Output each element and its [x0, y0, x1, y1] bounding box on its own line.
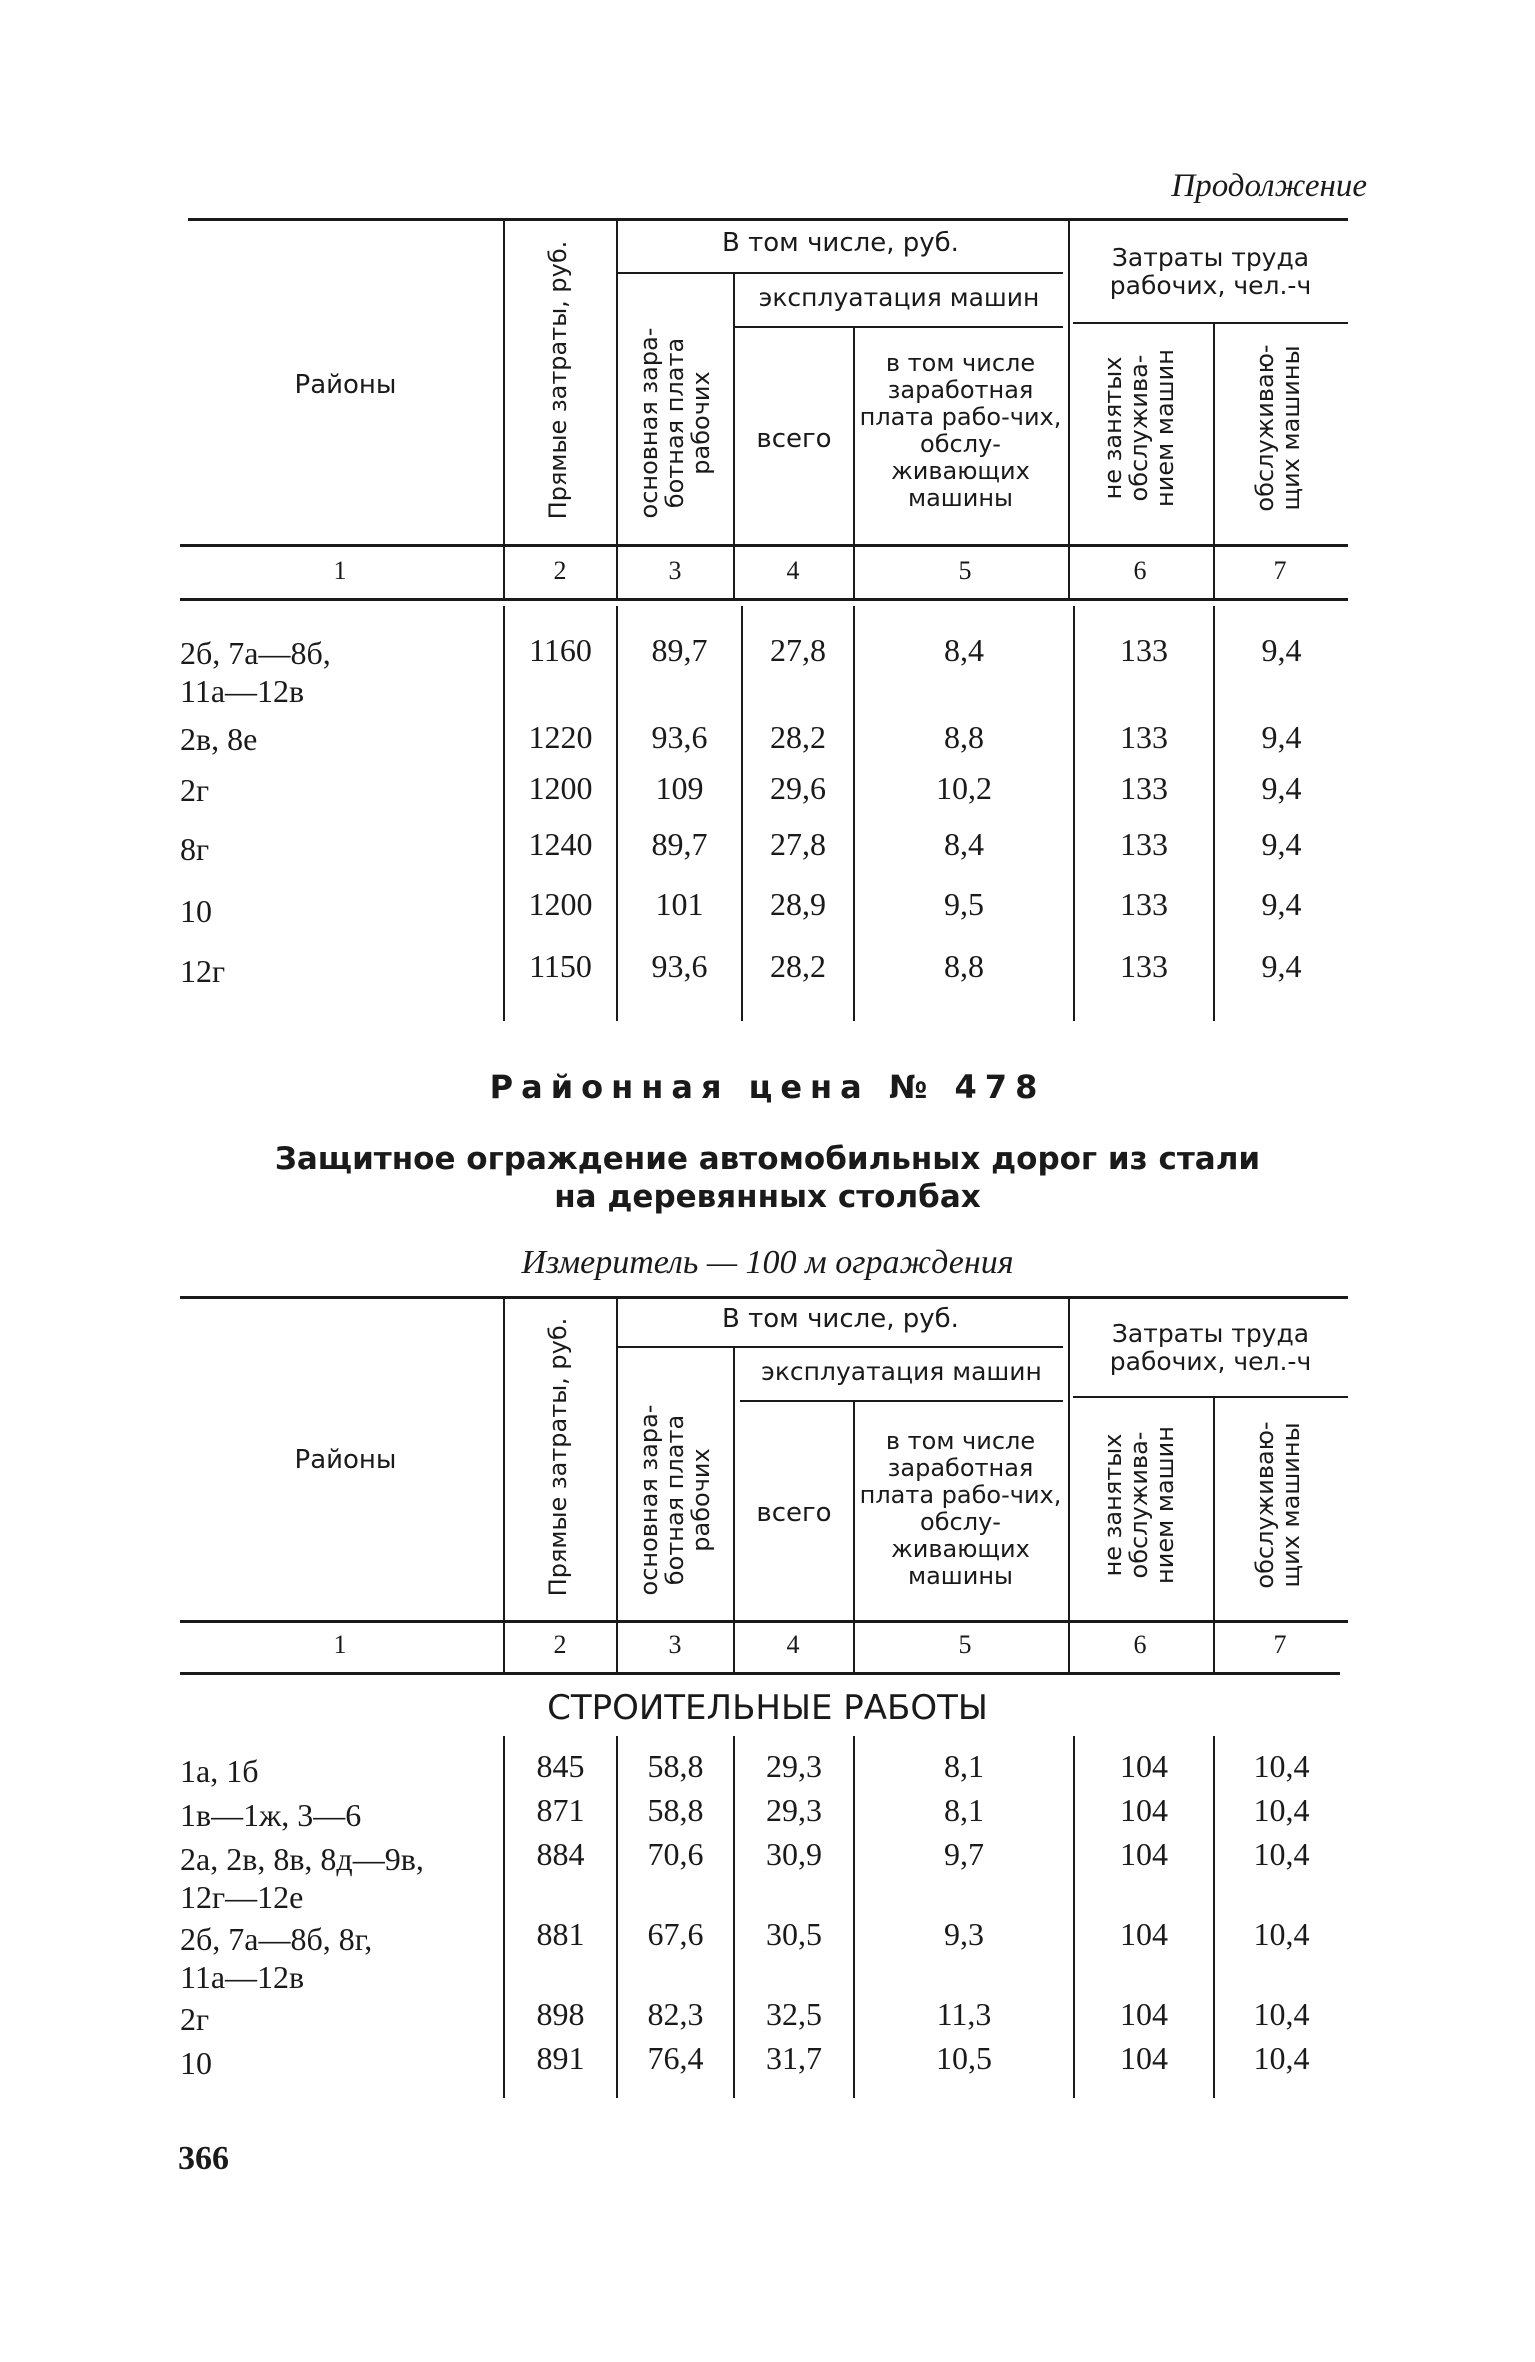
cell: 884: [536, 1836, 585, 1872]
labor-costs-header: Затраты труда рабочих, чел.-ч: [1109, 243, 1312, 300]
cell: 9,4: [1261, 770, 1302, 806]
col-number: 6: [1133, 556, 1147, 585]
cell: 58,8: [647, 1792, 704, 1828]
unit-of-measure: Измеритель — 100 м ограждения: [521, 1244, 1014, 1281]
cell: 10,4: [1253, 1836, 1310, 1872]
col-number: 4: [786, 556, 800, 585]
cell: 32,5: [766, 1996, 822, 2032]
cell: 1150: [529, 948, 592, 984]
cell: 845: [536, 1748, 585, 1784]
labor-costs-header: Затраты труда рабочих, чел.-ч: [1109, 1319, 1312, 1376]
cell: 93,6: [651, 719, 708, 755]
col-number: 5: [958, 556, 972, 585]
cell: 67,6: [647, 1916, 704, 1952]
cell: 101: [655, 886, 704, 922]
col-number: 2: [553, 556, 567, 585]
cell: 9,4: [1261, 948, 1302, 984]
cell: 133: [1120, 632, 1168, 668]
cell: 1220: [528, 719, 593, 755]
total-header: всего: [756, 1498, 832, 1528]
region-cell: 8г: [180, 831, 210, 867]
work-group-heading: СТРОИТЕЛЬНЫЕ РАБОТЫ: [547, 1688, 988, 1728]
col-number: 5: [958, 1630, 972, 1659]
cell: 10,2: [936, 770, 992, 806]
cell: 109: [655, 770, 704, 806]
cell: 8,1: [944, 1748, 984, 1784]
cell: 133: [1120, 826, 1168, 862]
cell: 871: [536, 1792, 585, 1828]
base-wage-header: основная зара- ботная плата рабочих: [635, 1404, 715, 1596]
cell: 104: [1120, 1836, 1168, 1872]
cell: 9,4: [1261, 719, 1302, 755]
cell: 82,3: [647, 1996, 704, 2032]
total-header: всего: [756, 424, 832, 454]
cell: 104: [1120, 1792, 1168, 1828]
col-number: 4: [786, 1630, 800, 1659]
region-cell: 10: [180, 893, 212, 929]
cell: 10,4: [1253, 1792, 1310, 1828]
cell: 1200: [528, 886, 593, 922]
cell: 898: [536, 1996, 585, 2032]
cell: 1160: [529, 632, 592, 668]
cell: 104: [1120, 1996, 1168, 2032]
cell: 8,4: [944, 632, 984, 668]
cell: 30,9: [766, 1836, 822, 1872]
cell: 1240: [528, 826, 593, 862]
cell: 89,7: [651, 632, 708, 668]
region-cell: 1в—1ж, 3—6: [180, 1797, 362, 1833]
cell: 10,4: [1253, 1996, 1310, 2032]
col-number: 1: [333, 1630, 347, 1659]
cell: 8,8: [944, 948, 984, 984]
incl-wage-header: в том числе заработная плата рабо-чих, обслу-живающих машины: [859, 1427, 1062, 1590]
cell: 29,3: [766, 1748, 822, 1784]
section-title: Районная цена № 478: [489, 1068, 1046, 1106]
cell: 28,2: [770, 719, 826, 755]
cell: 133: [1120, 886, 1168, 922]
page-number: 366: [178, 2140, 229, 2177]
cell: 133: [1120, 719, 1168, 755]
cell: 9,7: [944, 1836, 984, 1872]
region-cell: 2б, 7а—8б, 11а—12в: [180, 635, 331, 709]
not-servicing-header: не занятых обслужива- нием машин: [1099, 1426, 1179, 1584]
region-cell: 2а, 2в, 8в, 8д—9в, 12г—12е: [180, 1841, 424, 1915]
col-number: 7: [1273, 1630, 1287, 1659]
cell: 10,4: [1253, 2040, 1310, 2076]
cell: 93,6: [651, 948, 708, 984]
cell: 9,4: [1261, 632, 1302, 668]
cell: 8,8: [944, 719, 984, 755]
cell: 9,3: [944, 1916, 984, 1952]
col-number: 3: [668, 556, 682, 585]
region-cell: 1а, 1б: [180, 1753, 259, 1789]
cell: 9,4: [1261, 886, 1302, 922]
col-number: 7: [1273, 556, 1287, 585]
cell: 10,4: [1253, 1916, 1310, 1952]
cell: 27,8: [770, 632, 826, 668]
col-number: 3: [668, 1630, 682, 1659]
cell: 104: [1120, 1916, 1168, 1952]
cell: 10,5: [936, 2040, 992, 2076]
cell: 76,4: [647, 2040, 704, 2076]
including-rub-header: В том числе, руб.: [722, 228, 959, 258]
cell: 9,5: [944, 886, 984, 922]
base-wage-header: основная зара- ботная плата рабочих: [635, 327, 715, 519]
section-subtitle: Защитное ограждение автомобильных дорог из стали на деревянных столбах: [274, 1141, 1261, 1215]
cell: 8,4: [944, 826, 984, 862]
servicing-header: обслуживаю- щих машины: [1251, 344, 1305, 512]
cell: 8,1: [944, 1792, 984, 1828]
cell: 70,6: [647, 1836, 704, 1872]
region-cell: 2в, 8е: [180, 721, 258, 757]
cell: 89,7: [651, 826, 708, 862]
region-cell: 2г: [180, 2001, 210, 2037]
machine-operation-header: эксплуатация машин: [758, 283, 1040, 312]
servicing-header: обслуживаю- щих машины: [1251, 1421, 1305, 1589]
cell: 133: [1120, 770, 1168, 806]
cell: 11,3: [936, 1996, 992, 2032]
cell: 29,6: [770, 770, 826, 806]
region-cell: 12г: [180, 953, 226, 989]
cell: 1200: [528, 770, 593, 806]
cell: 104: [1120, 1748, 1168, 1784]
col-number: 1: [333, 556, 347, 585]
col-number: 6: [1133, 1630, 1147, 1659]
cell: 133: [1120, 948, 1168, 984]
cell: 28,2: [770, 948, 826, 984]
region-cell: 10: [180, 2045, 212, 2081]
not-servicing-header: не занятых обслужива- нием машин: [1099, 349, 1179, 507]
region-cell: 2б, 7а—8б, 8г, 11а—12в: [180, 1921, 373, 1995]
cell: 31,7: [766, 2040, 822, 2076]
cell: 28,9: [770, 886, 826, 922]
regions-header: Районы: [294, 1445, 397, 1475]
incl-wage-header: в том числе заработная плата рабо-чих, обслу-живающих машины: [859, 349, 1062, 512]
region-cell: 2г: [180, 772, 210, 808]
regions-header: Районы: [294, 370, 397, 400]
cell: 104: [1120, 2040, 1168, 2076]
cell: 29,3: [766, 1792, 822, 1828]
cell: 58,8: [647, 1748, 704, 1784]
cell: 30,5: [766, 1916, 822, 1952]
cell: 881: [536, 1916, 585, 1952]
continuation-label: Продолжение: [1171, 168, 1367, 204]
machine-operation-header: эксплуатация машин: [761, 1357, 1042, 1386]
cell: 10,4: [1253, 1748, 1310, 1784]
including-rub-header: В том числе, руб.: [722, 1304, 959, 1334]
direct-costs-header: Прямые затраты, руб.: [544, 240, 572, 520]
cell: 27,8: [770, 826, 826, 862]
cell: 9,4: [1261, 826, 1302, 862]
cell: 891: [536, 2040, 585, 2076]
col-number: 2: [553, 1630, 567, 1659]
direct-costs-header: Прямые затраты, руб.: [544, 1317, 572, 1597]
